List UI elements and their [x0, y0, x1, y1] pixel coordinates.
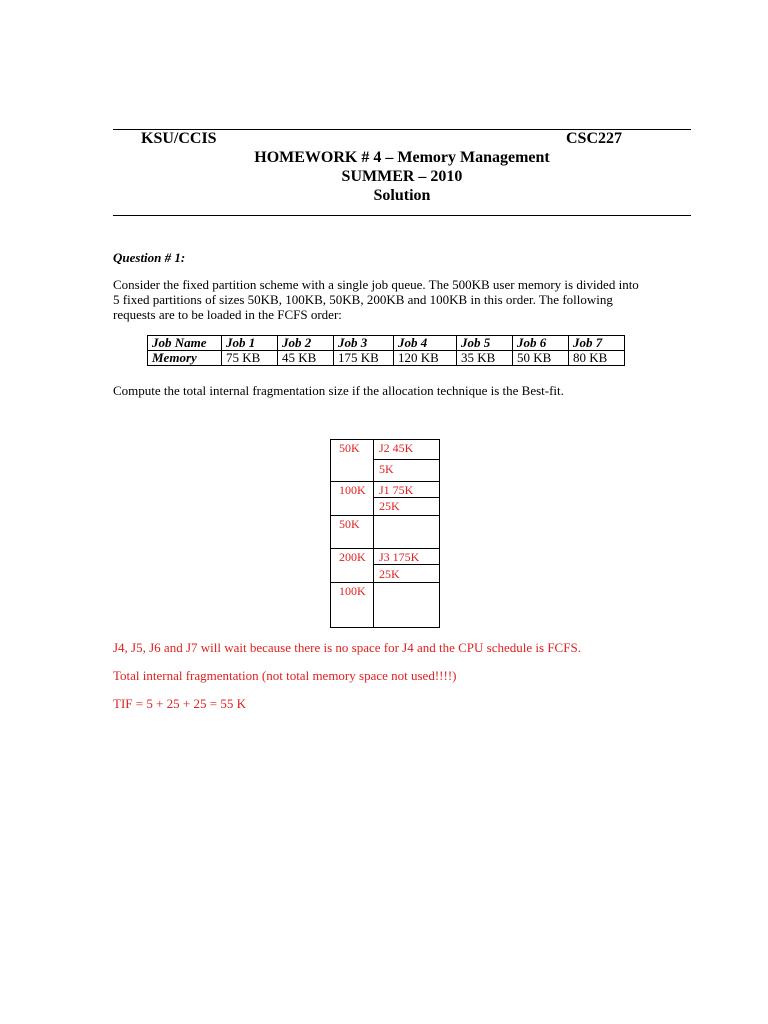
- job-table: [147, 335, 625, 366]
- answer-tif-result: TIF = 5 + 25 + 25 = 55 K: [113, 696, 246, 711]
- partition-boundary: [331, 548, 439, 549]
- job-table-cell: 75 KB: [222, 351, 278, 366]
- question-text-3: requests are to be loaded in the FCFS order:: [113, 307, 342, 322]
- job-table-header-cell: Job 2: [278, 336, 334, 351]
- allocation-boundary: [373, 564, 439, 565]
- allocation-label: J1 75K: [379, 483, 414, 497]
- job-table-header-cell: Job 5: [457, 336, 513, 351]
- bottom-rule: [113, 215, 691, 216]
- fragment-label: 5K: [379, 462, 394, 476]
- question-text-1: Consider the fixed partition scheme with a single job queue. The 500KB user memory is divided into: [113, 277, 639, 292]
- allocation-boundary: [373, 497, 439, 498]
- job-table-cell: 50 KB: [513, 351, 569, 366]
- job-table-cell: 45 KB: [278, 351, 334, 366]
- partition-size: 100K: [339, 584, 366, 598]
- job-table-header-cell: Job 3: [334, 336, 394, 351]
- allocation-boundary: [373, 459, 439, 460]
- question-label: Question # 1:: [113, 250, 186, 265]
- answer-fragmentation-note: Total internal fragmentation (not total memory space not used!!!!): [113, 668, 457, 683]
- job-table-header-cell: Job 6: [513, 336, 569, 351]
- job-table-cell: 35 KB: [457, 351, 513, 366]
- question-text-2: 5 fixed partitions of sizes 50KB, 100KB, 50KB, 200KB and 100KB in this order. The following: [113, 292, 613, 307]
- job-table-row: [148, 351, 625, 366]
- job-table-cell: 80 KB: [569, 351, 625, 366]
- fragment-label: 25K: [379, 567, 400, 581]
- partition-size: 50K: [339, 517, 360, 531]
- allocation-label: J3 175K: [379, 550, 420, 564]
- allocation-label: J2 45K: [379, 441, 414, 455]
- job-table-header-cell: Job 1: [222, 336, 278, 351]
- diagram-divider: [373, 440, 374, 627]
- partition-boundary: [331, 481, 439, 482]
- job-table-header-cell: Job Name: [148, 336, 222, 351]
- job-table-cell: 120 KB: [394, 351, 457, 366]
- partition-boundary: [331, 515, 439, 516]
- memory-diagram: [330, 439, 440, 628]
- header-course: CSC227: [566, 130, 623, 147]
- job-table-header-cell: Job 4: [394, 336, 457, 351]
- job-table-header-row: [148, 336, 625, 351]
- answer-waiting-note: J4, J5, J6 and J7 will wait because there is no space for J4 and the CPU schedule is FCFS.: [113, 640, 581, 655]
- fragment-label: 25K: [379, 499, 400, 513]
- job-table-row-label: Memory: [148, 351, 222, 366]
- job-table-header-cell: Job 7: [569, 336, 625, 351]
- partition-size: 100K: [339, 483, 366, 497]
- term-label: SUMMER – 2010: [341, 168, 463, 185]
- solution-label: Solution: [373, 187, 431, 204]
- partition-boundary: [331, 582, 439, 583]
- partition-size: 50K: [339, 441, 360, 455]
- page-title: HOMEWORK # 4 – Memory Management: [254, 149, 550, 166]
- job-table-cell: 175 KB: [334, 351, 394, 366]
- header-institution: KSU/CCIS: [141, 130, 217, 147]
- compute-instruction: Compute the total internal fragmentation size if the allocation technique is the Best-fit.: [113, 383, 564, 398]
- partition-size: 200K: [339, 550, 366, 564]
